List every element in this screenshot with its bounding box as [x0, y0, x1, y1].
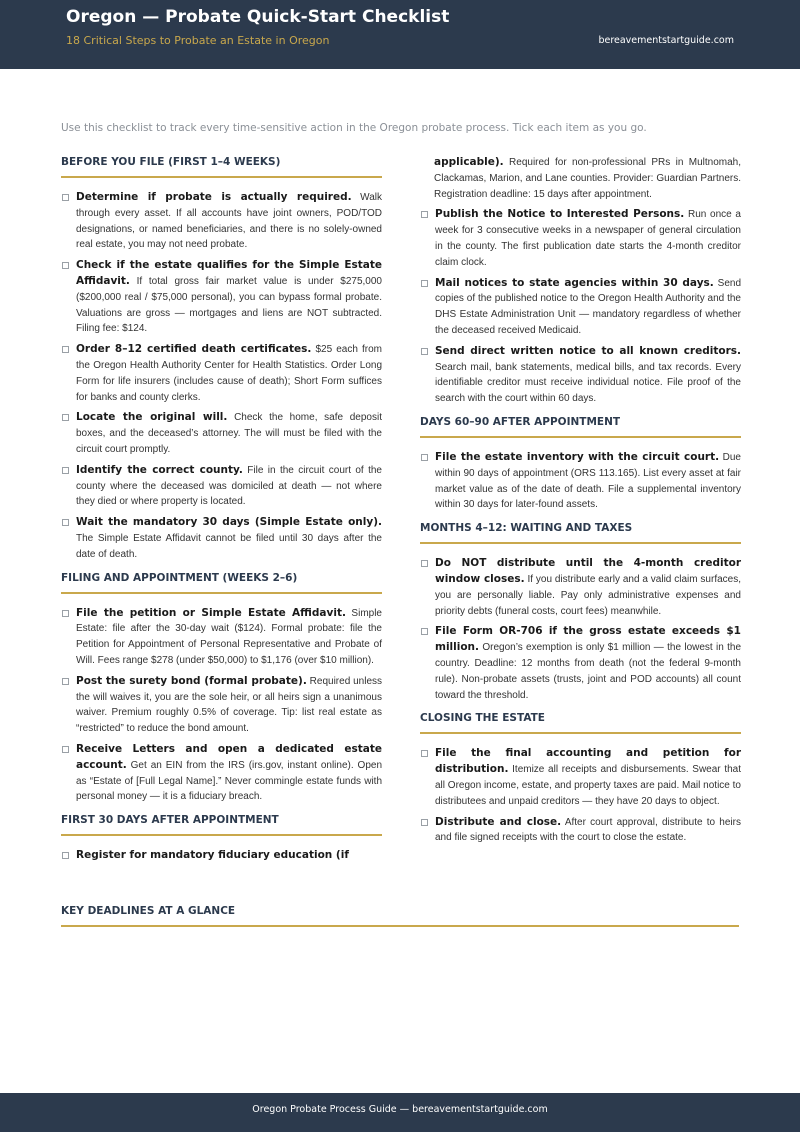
section-heading-closing: CLOSING THE ESTATE	[420, 711, 741, 734]
item-body: Run once a week for 3 consecutive weeks in a newspaper of general circulation in the county. The first publication date starts the 4-month creditor claim clock.	[435, 209, 741, 268]
item-title: File the final accounting and petition for distribution.	[435, 747, 741, 776]
checklist-item[interactable]	[420, 344, 741, 407]
checklist-item[interactable]	[61, 515, 382, 562]
checklist-days60	[420, 450, 741, 513]
checklist-item[interactable]	[420, 556, 741, 619]
checklist-months	[420, 556, 741, 703]
checkbox[interactable]	[62, 610, 69, 617]
item-body: The Simple Estate Affidavit cannot be filed until 30 days after the date of death.	[76, 532, 382, 560]
item-body: File in the circuit court of the county where the deceased was domiciled at death — not where they died or where property is located.	[76, 464, 382, 508]
checkbox[interactable]	[421, 560, 428, 567]
checklist-item[interactable]	[420, 815, 741, 847]
intro-text: Use this checklist to track every time-sensitive action in the Oregon probate process. Tick each item as you go.	[61, 122, 647, 134]
checkbox[interactable]	[62, 346, 69, 353]
section-heading-days60: DAYS 60–90 AFTER APPOINTMENT	[420, 415, 741, 438]
checklist-item[interactable]	[420, 450, 741, 513]
checklist-item[interactable]	[61, 742, 382, 805]
checkbox[interactable]	[62, 852, 69, 859]
item-title: Post the surety bond (formal probate).	[76, 674, 307, 687]
checkbox[interactable]	[421, 454, 428, 461]
item-title: Order 8–12 certified death certificates.	[76, 343, 312, 356]
item-title: Publish the Notice to Interested Persons.	[435, 208, 685, 221]
item-body: If you distribute early and a valid claim surfaces, you are personally liable. Pay only administrative expenses and priority debts (funeral costs, court fees) meanwhile.	[435, 573, 741, 617]
checkbox[interactable]	[421, 628, 428, 635]
checklist-item[interactable]	[420, 276, 741, 339]
checklist-item[interactable]	[61, 258, 382, 337]
item-body: Required unless the will waives it, you are the sole heir, or all heirs sign a unanimous waiver. Premium roughly 0.5% of coverage. Tip: list real estate as “restricted” to reduce the bond amount.	[76, 675, 382, 735]
item-body: If total gross fair market value is under $275,000 ($200,000 real / $75,000 personal), you can bypass formal probate. Valuations are gross — mortgages and liens are NOT subtracted. Filing fee: $124.	[76, 275, 382, 335]
item-title: File the petition or Simple Estate Affidavit.	[76, 606, 346, 619]
checkbox[interactable]	[62, 519, 69, 526]
item-body: Oregon’s exemption is only $1 million — the lowest in the country. Deadline: 12 months from death (not the federal 9-month rule). Non-probate assets (trusts, joint and POD accounts) all count toward the threshold.	[435, 642, 742, 701]
item-body: Simple Estate: file after the 30-day wait ($124). Formal probate: file the Petition for Appointment of Personal Representative and Probate of Will. Fees range $278 (under $50,000) to $1,176 (over $10 million).	[76, 607, 382, 666]
checklist-filing	[61, 606, 382, 806]
section-heading-before: BEFORE YOU FILE (FIRST 1–4 WEEKS)	[61, 155, 382, 178]
item-title: Identify the correct county.	[76, 463, 243, 476]
item-body: Itemize all receipts and disbursements. Swear that all Oregon income, estate, and property taxes are paid. Mail notice to distributees and unpaid creditors — they have 20 days to object.	[435, 764, 742, 807]
checklist-item[interactable]	[61, 606, 382, 669]
page-subtitle: 18 Critical Steps to Probate an Estate in Oregon	[66, 34, 330, 47]
checklist-item[interactable]	[61, 410, 382, 457]
item-title: File the estate inventory with the circuit court.	[435, 450, 720, 463]
checklist-item[interactable]	[61, 674, 382, 737]
checklist-item[interactable]	[420, 624, 741, 703]
checkbox[interactable]	[421, 348, 428, 355]
item-title: Do NOT distribute until the 4-month creditor window closes.	[435, 557, 741, 585]
item-title: Determine if probate is actually required.	[76, 191, 352, 203]
page-title: Oregon — Probate Quick-Start Checklist	[66, 7, 450, 27]
checkbox[interactable]	[421, 750, 428, 757]
checklist-item[interactable]	[420, 746, 741, 809]
page-header	[0, 0, 800, 69]
checkbox[interactable]	[62, 262, 69, 269]
section-heading-filing: FILING AND APPOINTMENT (WEEKS 2–6)	[61, 571, 382, 594]
header-site-link[interactable]: bereavementstartguide.com	[598, 35, 734, 46]
checkbox[interactable]	[62, 414, 69, 421]
section-heading-first30: FIRST 30 DAYS AFTER APPOINTMENT	[61, 813, 382, 836]
checkbox[interactable]	[421, 819, 428, 826]
page-footer: Oregon Probate Process Guide — bereavementstartguide.com	[0, 1093, 800, 1132]
item-body: Walk through every asset. If all accounts have joint owners, POD/TOD designations, or named beneficiaries, and there is no solely-owned real estate, you may not need probate.	[76, 192, 382, 251]
checklist-first30	[420, 207, 741, 407]
item-title: Send direct written notice to all known creditors.	[435, 344, 741, 357]
item-title-part1: Register for mandatory fiduciary education (if	[76, 849, 349, 862]
checklist-before	[61, 190, 382, 563]
item-title: Receive Letters and open a dedicated estate account.	[76, 742, 382, 771]
checklist-item[interactable]	[61, 342, 382, 405]
item-body: After court approval, distribute to heirs and file signed receipts with the court to close the estate.	[435, 816, 741, 844]
item-title: Mail notices to state agencies within 30 days.	[435, 276, 714, 289]
item-body: Check the home, safe deposit boxes, and the deceased’s attorney. The will must be filed with the circuit court promptly.	[76, 412, 382, 455]
checkbox[interactable]	[62, 194, 69, 201]
key-deadlines-section	[61, 904, 739, 939]
section-heading-key-deadlines: KEY DEADLINES AT A GLANCE	[61, 904, 739, 927]
item-title: Wait the mandatory 30 days (Simple Estate only).	[76, 516, 382, 529]
item-body: $25 each from the Oregon Health Authority Center for Health Statistics. Order Long Form for life insurers (includes cause of death); Short Form suffices for banks and county clerks.	[76, 344, 382, 403]
item-title: File Form OR-706 if the gross estate exceeds $1 million.	[435, 625, 741, 654]
item-body: Get an EIN from the IRS (irs.gov, instant online). Open as “Estate of [Full Legal Name].” Never commingle estate funds with personal money — it is a fiduciary breach.	[76, 759, 383, 803]
item-body: Send copies of the published notice to the Oregon Health Authority and the DHS Estate Administration Unit — mandatory regardless of whether the deceased received Medicaid.	[435, 277, 742, 336]
checkbox[interactable]	[62, 678, 69, 685]
checklist-item[interactable]	[420, 207, 741, 270]
item-title: Check if the estate qualifies for the Simple Estate Affidavit.	[76, 259, 382, 287]
section-heading-months: MONTHS 4–12: WAITING AND TAXES	[420, 521, 741, 544]
checkbox[interactable]	[421, 211, 428, 218]
checkbox[interactable]	[62, 746, 69, 753]
left-column	[61, 155, 382, 869]
checkbox[interactable]	[62, 467, 69, 474]
item-title-part2: applicable).	[434, 156, 504, 168]
checklist-item[interactable]	[61, 463, 382, 510]
checklist-item[interactable]	[61, 190, 382, 253]
checkbox[interactable]	[421, 280, 428, 287]
right-column	[420, 155, 741, 851]
item-title: Locate the original will.	[76, 411, 228, 424]
checklist-item-fiduciary-education-cont	[420, 155, 741, 202]
checklist-closing	[420, 746, 741, 846]
item-body: Due within 90 days of appointment (ORS 113.165). List every asset at fair market value as of the date of death. File a supplemental inventory within 30 days for later-found assets.	[435, 451, 741, 511]
item-body: Required for non-professional PRs in Multnomah, Clackamas, Marion, and Lane counties. Provider: Guardian Partners. Registration deadline: 15 days after appointment.	[434, 157, 741, 200]
item-body: Search mail, bank statements, medical bills, and tax records. Every identifiable creditor must receive individual notice. File proof of the search with the court within 60 days.	[435, 361, 741, 405]
item-title: Distribute and close.	[435, 815, 562, 828]
checklist-item-fiduciary-education[interactable]	[61, 848, 382, 864]
